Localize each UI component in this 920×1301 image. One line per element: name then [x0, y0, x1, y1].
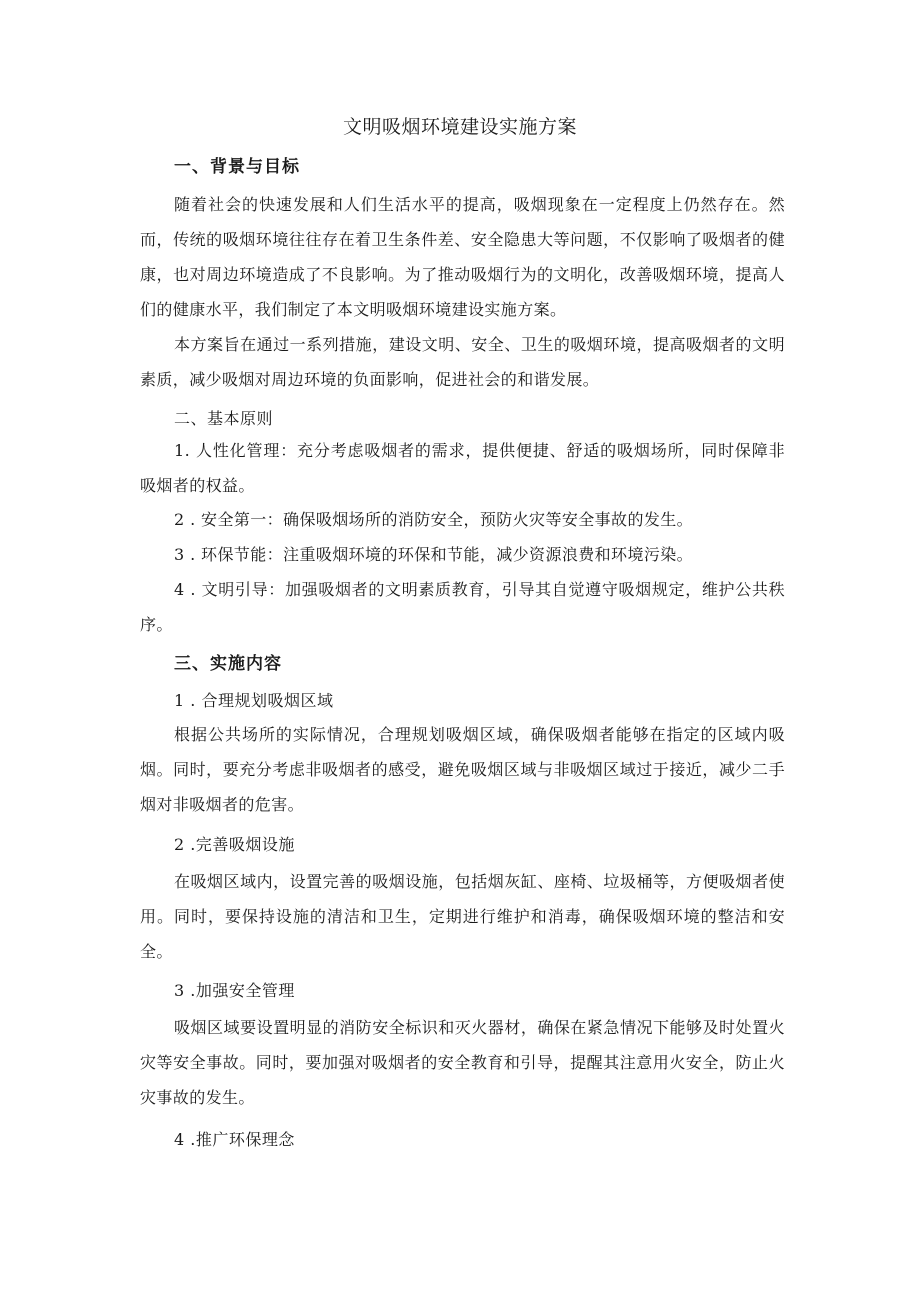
subsection-paragraph-3: 吸烟区域要设置明显的消防安全标识和灭火器材，确保在紧急情况下能够及时处置火灾等安全事故。同时，要加强对吸烟者的安全教育和引导，提醒其注意用火安全，防止火灾事故的发生。: [140, 1018, 785, 1107]
subsection-heading-3: 3 .加强安全管理: [174, 981, 295, 1000]
subsection-heading-2: 2 .完善吸烟设施: [174, 835, 295, 854]
principle-item-4: 4 . 文明引导：加强吸烟者的文明素质教育，引导其自觉遵守吸烟规定，维护公共秩序。: [140, 580, 785, 634]
section-heading-background: 一、背景与目标: [174, 157, 300, 177]
principle-item-3: 3 . 环保节能：注重吸烟环境的环保和节能，减少资源浪费和环境污染。: [174, 545, 694, 564]
principle-item-1: 1. 人性化管理：充分考虑吸烟者的需求，提供便捷、舒适的吸烟场所，同时保障非吸烟者的权益。: [140, 441, 785, 495]
section-heading-principles: 二、基本原则: [174, 409, 274, 428]
principle-item-2: 2 . 安全第一：确保吸烟场所的消防安全，预防火灾等安全事故的发生。: [174, 510, 694, 529]
document-title: 文明吸烟环境建设实施方案: [342, 116, 577, 138]
subsection-paragraph-2: 在吸烟区域内，设置完善的吸烟设施，包括烟灰缸、座椅、垃圾桶等，方便吸烟者使用。同时，要保持设施的清洁和卫生，定期进行维护和消毒，确保吸烟环境的整洁和安全。: [140, 872, 785, 961]
paragraph-goal: 本方案旨在通过一系列措施，建设文明、安全、卫生的吸烟环境，提高吸烟者的文明素质，减少吸烟对周边环境的负面影响，促进社会的和谐发展。: [140, 335, 785, 389]
subsection-paragraph-1: 根据公共场所的实际情况，合理规划吸烟区域，确保吸烟者能够在指定的区域内吸烟。同时，要充分考虑非吸烟者的感受，避免吸烟区域与非吸烟区域过于接近，减少二手烟对非吸烟者的危害。: [140, 725, 785, 814]
section-heading-implementation: 三、实施内容: [174, 654, 282, 674]
paragraph-background: 随着社会的快速发展和人们生活水平的提高，吸烟现象在一定程度上仍然存在。然而，传统的吸烟环境往往存在着卫生条件差、安全隐患大等问题，不仅影响了吸烟者的健康，也对周边环境造成了不良影响。为了推动吸烟行为的文明化，改善吸烟环境，提高人们的健康水平，我们制定了本文明吸烟环境建设实施方案。: [140, 195, 785, 319]
subsection-heading-1: 1 . 合理规划吸烟区域: [174, 691, 334, 710]
subsection-heading-4: 4 .推广环保理念: [174, 1130, 295, 1149]
